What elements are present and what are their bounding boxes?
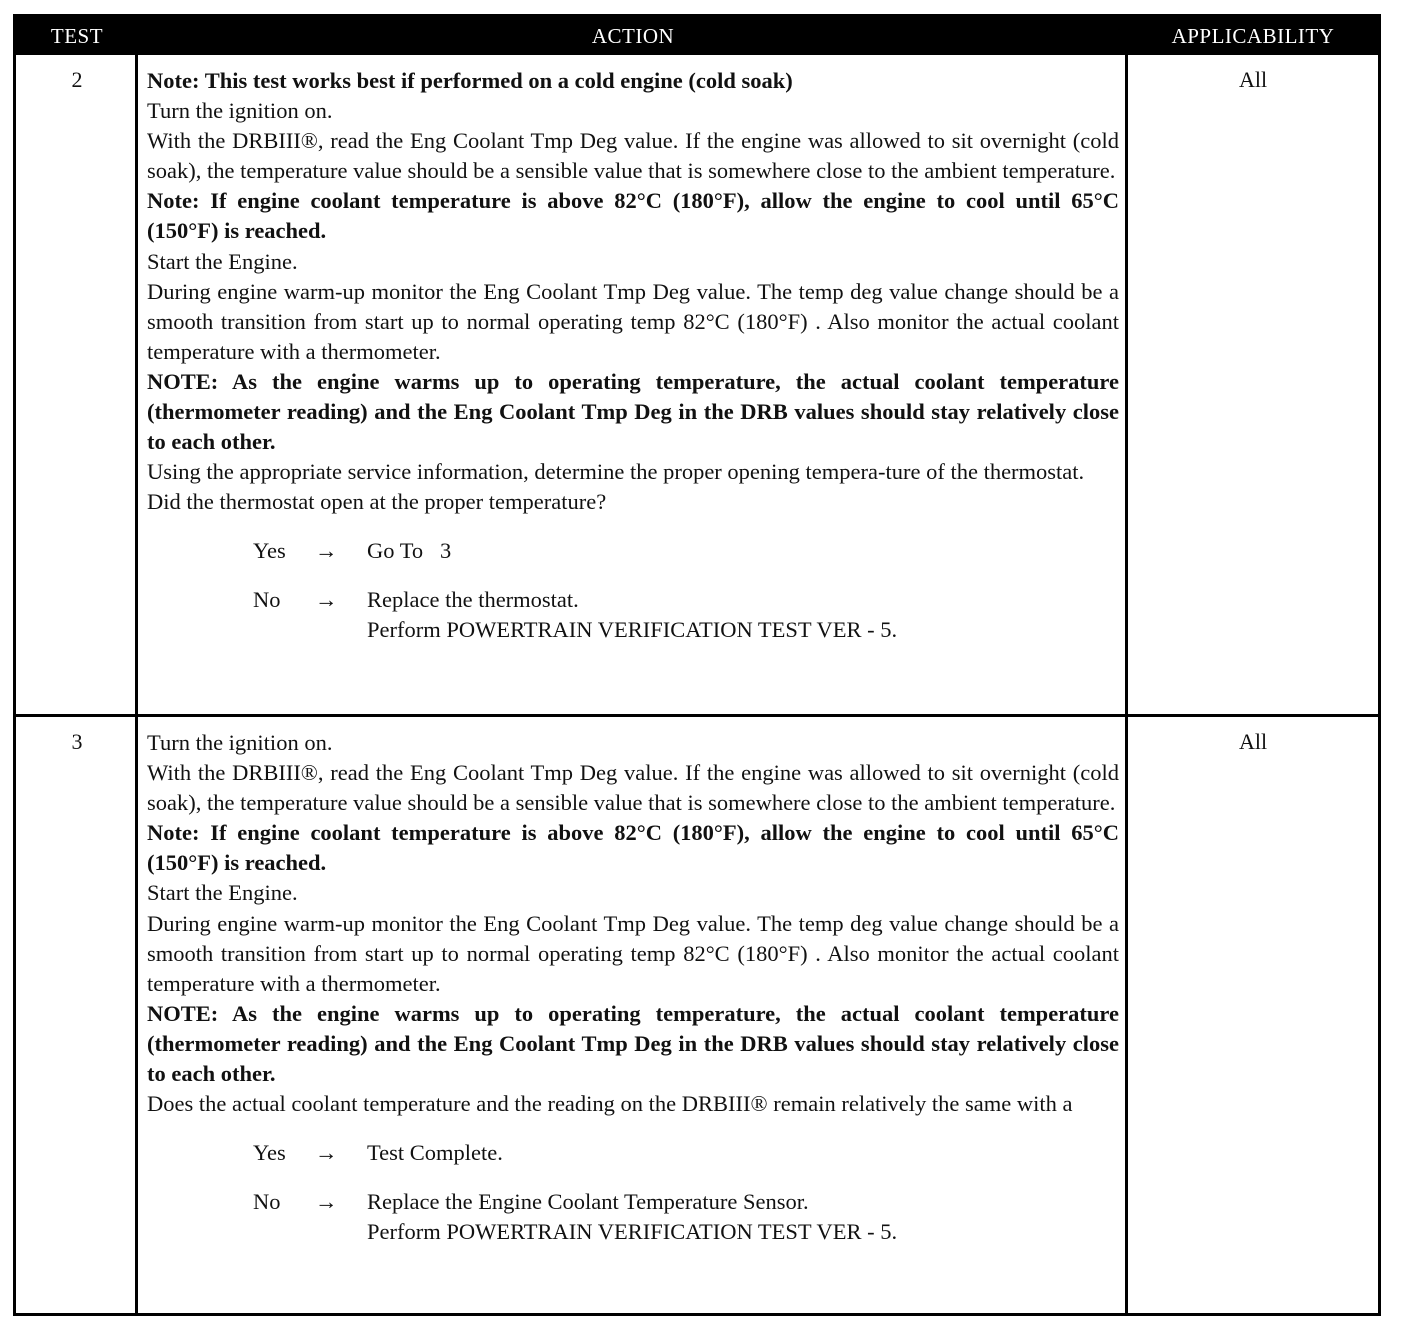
action-note: NOTE: As the engine warms up to operating temperature, the actual coolant temperature (thermometer reading) and the Eng Coolant Tmp Deg in the DRB values should stay relatively close to each other.	[147, 1000, 1119, 1087]
header-applicability: APPLICABILITY	[1171, 24, 1335, 48]
yes-result: Go To 3	[367, 538, 452, 564]
arrow-right-icon: →	[315, 1189, 338, 1215]
no-label: No	[253, 1189, 281, 1215]
no-branch	[147, 585, 1119, 645]
no-branch	[147, 1187, 1119, 1247]
no-label: No	[253, 587, 281, 613]
yes-branch	[147, 536, 1119, 566]
action-question: Does the actual coolant temperature and the reading on the DRBIII® remain relatively the same with a	[147, 1091, 1073, 1117]
table-row	[16, 55, 1378, 714]
no-result: Replace the thermostat.	[367, 587, 579, 613]
arrow-right-icon: →	[315, 587, 338, 613]
action-text: With the DRBIII®, read the Eng Coolant Tmp Deg value. If the engine was allowed to sit overnight (cold soak), the temperature value should be a sensible value that is somewhere close to the ambient temperature.	[147, 128, 1119, 184]
action-cell	[147, 66, 1119, 645]
yes-label: Yes	[253, 538, 286, 564]
applicability-value: All	[1238, 67, 1268, 92]
no-result-followup: Perform POWERTRAIN VERIFICATION TEST VER - 5.	[367, 1219, 898, 1245]
yes-label: Yes	[253, 1140, 286, 1166]
action-text: Start the Engine.	[147, 248, 298, 274]
header-test: TEST	[50, 24, 104, 48]
action-text: Using the appropriate service information, determine the proper opening tempera-ture of the thermostat.	[147, 459, 1085, 485]
test-number: 3	[71, 729, 83, 754]
header-action: ACTION	[591, 24, 675, 48]
diagnostic-table	[13, 14, 1381, 1316]
test-number: 2	[71, 67, 83, 92]
action-text: Turn the ignition on.	[147, 98, 333, 124]
no-result-followup: Perform POWERTRAIN VERIFICATION TEST VER - 5.	[367, 617, 898, 643]
action-text: Start the Engine.	[147, 880, 298, 906]
action-note: Note: If engine coolant temperature is above 82°C (180°F), allow the engine to cool until 65°C (150°F) is reached.	[147, 820, 1119, 876]
yes-branch	[147, 1138, 1119, 1168]
action-note: NOTE: As the engine warms up to operating temperature, the actual coolant temperature (thermometer reading) and the Eng Coolant Tmp Deg in the DRB values should stay relatively close to each other.	[147, 368, 1119, 455]
action-note: Note: If engine coolant temperature is above 82°C (180°F), allow the engine to cool until 65°C (150°F) is reached.	[147, 188, 1119, 244]
action-text: With the DRBIII®, read the Eng Coolant Tmp Deg value. If the engine was allowed to sit overnight (cold soak), the temperature value should be a sensible value that is somewhere close to the ambient temperature.	[147, 760, 1119, 816]
no-result: Replace the Engine Coolant Temperature Sensor.	[367, 1189, 809, 1215]
arrow-right-icon: →	[315, 1140, 338, 1166]
arrow-right-icon: →	[315, 538, 338, 564]
action-text: During engine warm-up monitor the Eng Coolant Tmp Deg value. The temp deg value change should be a smooth transition from start up to normal operating temp 82°C (180°F) . Also monitor the actual coolant temperature with a thermometer.	[147, 278, 1119, 364]
yes-result: Test Complete.	[367, 1140, 503, 1166]
action-text: Turn the ignition on.	[147, 730, 333, 755]
action-question: Did the thermostat open at the proper temperature?	[147, 489, 607, 515]
table-row	[16, 717, 1378, 1313]
action-note: Note: This test works best if performed on a cold engine (cold soak)	[147, 68, 793, 93]
applicability-value: All	[1238, 729, 1268, 754]
table-header	[16, 17, 1378, 55]
action-text: During engine warm-up monitor the Eng Coolant Tmp Deg value. The temp deg value change should be a smooth transition from start up to normal operating temp 82°C (180°F) . Also monitor the actual coolant temperature with a thermometer.	[147, 910, 1119, 996]
action-cell	[147, 728, 1119, 1247]
